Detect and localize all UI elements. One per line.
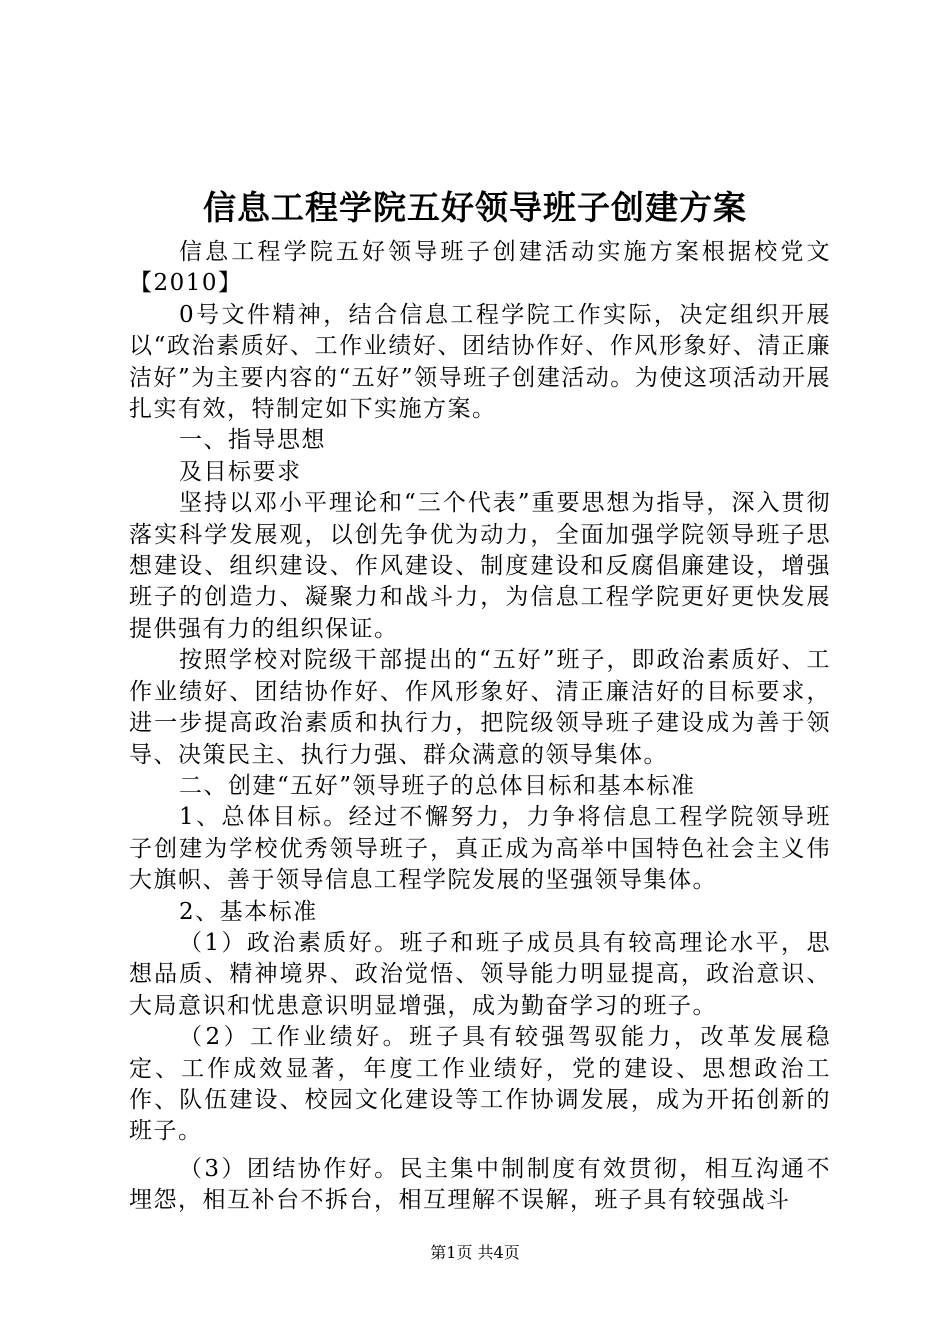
document-body [129, 237, 831, 1217]
paragraph-standard-2: （2）工作业绩好。班子具有较强驾驭能力，改革发展稳定、工作成效显著，年度工作业绩好，党的建设、思想政治工作、队伍建设、校园文化建设等工作协调发展，成为开拓创新的班子。 [129, 1024, 831, 1145]
paragraph-standard-1: （1）政治素质好。班子和班子成员具有较高理论水平，思想品质、精神境界、政治觉悟、领导能力明显提高，政治意识、大局意识和忧患意识明显增强，成为勤奋学习的班子。 [129, 929, 831, 1019]
section-heading-1-cont: 及目标要求 [179, 458, 302, 485]
section-heading-2: 二、创建“五好”领导班子的总体目标和基本标准 [179, 772, 696, 799]
paragraph-standard-3: （3）团结协作好。民主集中制制度有效贯彻，相互沟通不埋怨，相互补台不拆台，相互理解不误解，班子具有较强战斗 [129, 1155, 831, 1214]
paragraph-purpose: 0号文件精神，结合信息工程学院工作实际，决定组织开展以“政治素质好、工作业绩好、团结协作好、作风形象好、清正廉洁好”为主要内容的“五好”领导班子创建活动。为使这项活动开展扎实有效，特制定如下实施方案。 [129, 301, 831, 423]
paragraph-target-requirements: 按照学校对院级干部提出的“五好”班子，即政治素质好、工作业绩好、团结协作好、作风形象好、清正廉洁好的目标要求，进一步提高政治素质和执行力，把院级领导班子建设成为善于领导、决策民主、执行力强、群众满意的领导集体。 [129, 647, 831, 768]
page-number-footer: 第1页 共4页 [430, 1243, 520, 1262]
paragraph-overall-goal: 1、总体目标。经过不懈努力，力争将信息工程学院领导班子创建为学校优秀领导班子，真正成为高举中国特色社会主义伟大旗帜、善于领导信息工程学院发展的坚强领导集体。 [129, 804, 831, 894]
section-heading-1: 一、指导思想 [179, 427, 326, 454]
subheading-basic-standards: 2、基本标准 [179, 898, 318, 925]
paragraph-guiding-thought: 坚持以邓小平理论和“三个代表”重要思想为指导，深入贯彻落实科学发展观，以创先争优为动力，全面加强学院领导班子思想建设、组织建设、作风建设、制度建设和反腐倡廉建设，增强班子的创造力、凝聚力和战斗力，为信息工程学院更好更快发展提供强有力的组织保证。 [129, 490, 831, 642]
document-title: 信息工程学院五好领导班子创建方案 [203, 188, 747, 227]
paragraph-intro: 信息工程学院五好领导班子创建活动实施方案根据校党文【2010】 [129, 239, 831, 297]
